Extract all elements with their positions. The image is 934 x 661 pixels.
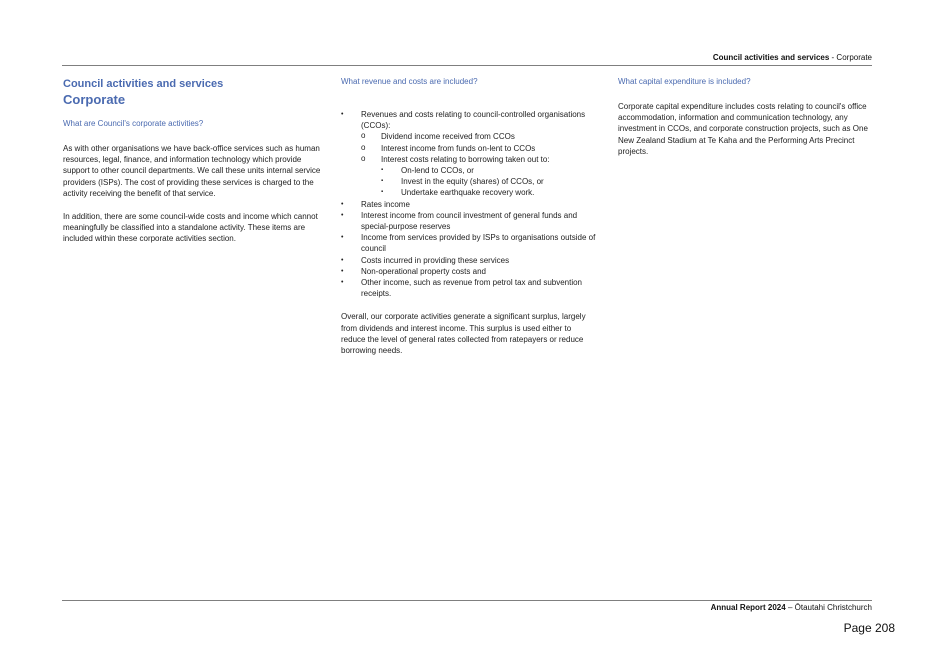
running-footer: [711, 603, 872, 612]
footer-rule: [62, 600, 872, 601]
list-item-text: Income from services provided by ISPs to organisations outside of council: [361, 233, 596, 254]
bullet-icon: ▪: [381, 167, 384, 174]
intro-paragraph-2: In addition, there are some council-wide costs and income which cannot meaningfully be classified into a standalone activity. These items are included within these corporate activities section.: [63, 212, 318, 244]
column-revenue-costs: [341, 76, 596, 368]
intro-heading: What are Council's corporate activities?: [63, 119, 204, 128]
bullet-icon: o: [361, 131, 366, 141]
list-item: [341, 109, 596, 131]
revenue-list: [341, 109, 596, 299]
revenue-closing-paragraph: Overall, our corporate activities generate a significant surplus, largely from dividends and interest income. This surplus is used either to reduce the level of general rates collected from ratepayers or reduce borrowing needs.: [341, 312, 586, 356]
list-item-text: Non-operational property costs and: [361, 266, 486, 276]
list-item-text: Rates income: [361, 199, 410, 209]
list-item-text: Other income, such as revenue from petrol tax and subvention receipts.: [361, 278, 583, 299]
list-item: [341, 176, 596, 187]
bullet-icon: •: [341, 111, 344, 118]
column-intro: [63, 76, 323, 257]
list-item: [341, 210, 596, 232]
list-item: [341, 232, 596, 254]
bullet-icon: o: [361, 153, 366, 163]
bullet-icon: ▪: [381, 178, 384, 185]
list-item: [341, 266, 596, 277]
footer-report: Annual Report 2024: [710, 603, 786, 612]
list-item: [341, 187, 596, 198]
bullet-icon: •: [341, 211, 344, 219]
list-item: [341, 277, 596, 299]
capex-heading: What capital expenditure is included?: [618, 77, 751, 86]
list-item: [341, 199, 596, 210]
list-item-text: Dividend income received from CCOs: [381, 132, 515, 142]
header-rule: [62, 65, 872, 66]
section-title: Council activities and services: [63, 78, 224, 90]
footer-separator: –: [785, 603, 795, 612]
list-item-text: Costs incurred in providing these services: [361, 255, 510, 265]
bullet-icon: o: [361, 142, 366, 152]
bullet-icon: •: [341, 256, 344, 264]
header-section: Council activities and services: [712, 53, 830, 62]
list-item: [341, 131, 596, 142]
revenue-heading: What revenue and costs are included?: [341, 77, 478, 86]
running-header: [713, 53, 872, 62]
list-item-text: Interest income from funds on-lent to CCOs: [381, 143, 536, 153]
page-title: Corporate: [63, 92, 126, 107]
header-separator: -: [829, 53, 837, 62]
header-page-name: Corporate: [836, 53, 872, 62]
bullet-icon: •: [341, 279, 344, 287]
list-item-text: Interest income from council investment of general funds and special-purpose reserves: [361, 210, 578, 232]
column-capex: [618, 76, 873, 169]
bullet-icon: •: [341, 234, 344, 242]
page-number: Page 208: [843, 621, 895, 635]
list-item-text: Undertake earthquake recovery work.: [401, 188, 535, 198]
intro-paragraph-1: As with other organisations we have back-office services such as human resources, legal, finance, and information technology which provide support to other council departments. We call these units internal service providers (ISPs). The cost of providing these services is charged to the activity receiving the benefit of that service.: [63, 144, 321, 198]
list-item-text: Invest in the equity (shares) of CCOs, or: [401, 177, 544, 187]
list-item: [341, 143, 596, 154]
bullet-icon: ▪: [381, 189, 384, 196]
capex-paragraph: Corporate capital expenditure includes costs relating to council's office accommodation, information and communication technology, any investment in CCOs, and corporate construction projects, such as One New Zealand Stadium at Te Kaha and the Performing Arts Precinct projects.: [618, 102, 868, 156]
footer-city: Ōtautahi Christchurch: [794, 603, 872, 612]
bullet-icon: •: [341, 267, 344, 275]
list-item-text: Interest costs relating to borrowing taken out to:: [381, 154, 550, 164]
list-item: [341, 154, 596, 165]
list-item-text: Revenues and costs relating to council-controlled organisations (CCOs):: [361, 110, 586, 131]
list-item: [341, 255, 596, 266]
list-item: [341, 165, 596, 176]
list-item-text: On-lend to CCOs, or: [401, 166, 474, 176]
bullet-icon: •: [341, 200, 344, 208]
